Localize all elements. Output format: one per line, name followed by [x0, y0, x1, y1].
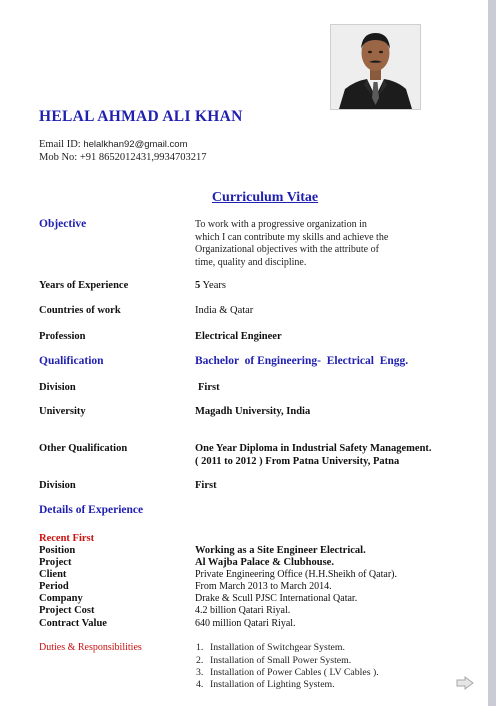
experience-label: Position — [39, 545, 76, 556]
duty-number: 1. — [196, 642, 204, 653]
duty-item — [196, 642, 345, 653]
email-label: Email ID: — [39, 139, 81, 150]
experience-value: Drake & Scull PJSC International Qatar. — [195, 593, 358, 604]
duty-text: Installation of Small Power System. — [210, 655, 352, 666]
other-qualification-line1: One Year Diploma in Industrial Safety Management. — [195, 443, 432, 454]
experience-label: Client — [39, 569, 67, 580]
other-qualification-line2: ( 2011 to 2012 ) From Patna University, Patna — [195, 456, 400, 467]
division-value: First — [198, 382, 220, 393]
countries-label: Countries of work — [39, 305, 121, 316]
duty-number: 2. — [196, 655, 204, 666]
document-title: Curriculum Vitae — [211, 190, 319, 205]
profession-label: Profession — [39, 331, 86, 342]
duty-text: Installation of Switchgear System. — [210, 642, 345, 653]
profession-value: Electrical Engineer — [195, 331, 282, 342]
email-value[interactable]: helalkhan92@gmail.com — [83, 139, 188, 150]
window-edge — [488, 0, 496, 706]
objective-label: Objective — [39, 218, 87, 230]
university-label: University — [39, 406, 86, 417]
duty-text: Installation of Lighting System. — [210, 679, 335, 690]
experience-label: Project Cost — [39, 605, 95, 616]
experience-value: 4.2 billion Qatari Riyal. — [195, 605, 291, 616]
mobile-line — [39, 152, 207, 163]
division-value: First — [195, 480, 217, 491]
division-label: Division — [39, 480, 76, 491]
objective-line: Organizational objectives with the attribute of — [195, 244, 379, 256]
countries-value: India & Qatar — [195, 305, 254, 316]
duty-item — [196, 655, 351, 666]
next-page-arrow-icon[interactable] — [456, 676, 474, 690]
objective-line: time, quality and discipline. — [195, 256, 307, 268]
mobile-value: +91 8652012431,9934703217 — [79, 152, 207, 163]
experience-value: From March 2013 to March 2014. — [195, 581, 332, 592]
experience-value: 640 million Qatari Riyal. — [195, 618, 296, 629]
profile-photo — [330, 24, 421, 110]
years-unit: Years — [202, 280, 226, 291]
experience-value: Private Engineering Office (H.H.Sheikh of Qatar). — [195, 569, 397, 580]
experience-label: Project — [39, 557, 72, 568]
years-number: 5 — [195, 280, 201, 291]
qualification-label: Qualification — [39, 355, 104, 367]
years-experience-value — [195, 280, 226, 291]
recent-first-heading: Recent First — [39, 533, 95, 544]
qualification-value: Bachelor of Engineering- Electrical Engg. — [195, 355, 409, 367]
other-qualification-label: Other Qualification — [39, 443, 128, 454]
experience-value: Working as a Site Engineer Electrical. — [195, 545, 366, 556]
experience-label: Period — [39, 581, 69, 592]
details-heading: Details of Experience — [39, 504, 144, 516]
objective-text — [195, 219, 425, 269]
duty-item — [196, 667, 379, 678]
division-label: Division — [39, 382, 76, 393]
mobile-label: Mob No: — [39, 152, 78, 163]
duty-text: Installation of Power Cables ( LV Cables ). — [210, 667, 379, 678]
objective-line: which I can contribute my skills and achieve the — [195, 231, 389, 243]
duty-item — [196, 679, 335, 690]
objective-line: To work with a progressive organization in — [195, 219, 367, 230]
years-experience-label: Years of Experience — [39, 280, 129, 291]
experience-value: Al Wajba Palace & Clubhouse. — [195, 557, 334, 568]
experience-label: Contract Value — [39, 618, 107, 629]
duty-number: 3. — [196, 667, 204, 678]
duties-label: Duties & Responsibilities — [39, 642, 142, 653]
experience-label: Company — [39, 593, 83, 604]
email-line — [39, 139, 188, 150]
university-value: Magadh University, India — [195, 406, 311, 417]
duty-number: 4. — [196, 679, 204, 690]
candidate-name: HELAL AHMAD ALI KHAN — [39, 108, 243, 125]
